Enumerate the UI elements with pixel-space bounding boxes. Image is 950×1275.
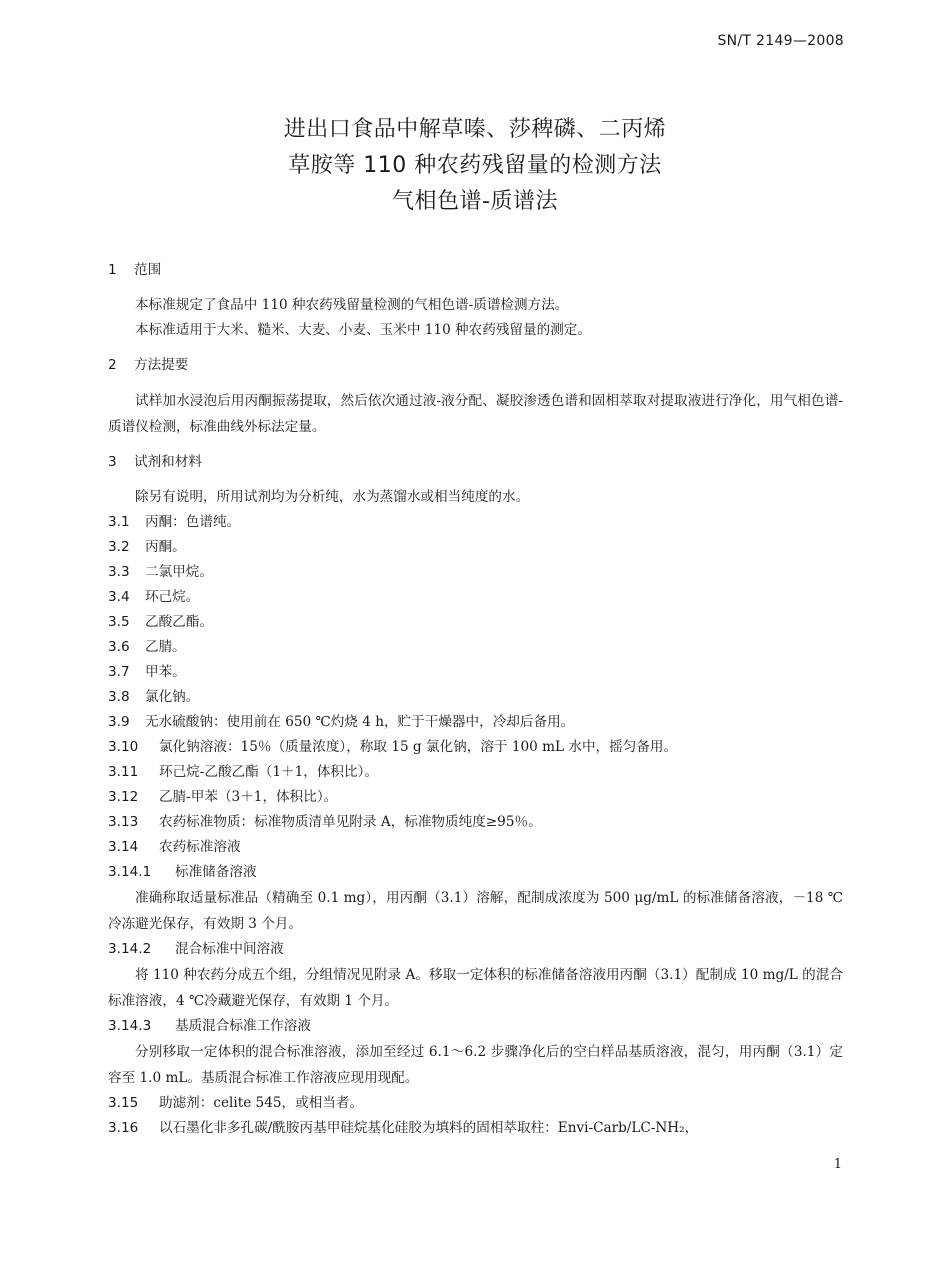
title-line-1: 进出口食品中解草嗪、莎稗磷、二丙烯 [283, 117, 667, 142]
list-item: 3.6 乙腈。 [108, 639, 186, 655]
list-item: 3.4 环己烷。 [108, 589, 200, 605]
section-1-paragraph-2: 本标准适用于大米、糙米、大麦、小麦、玉米中 110 种农药残留量的测定。 [135, 322, 591, 338]
list-item: 3.14 农药标准溶液 [108, 839, 241, 855]
section-number: 2 [108, 357, 117, 373]
section-title: 方法提要 [134, 357, 189, 373]
section-2-paragraph: 试样加水浸泡后用丙酮振荡提取，然后依次通过液-液分配、凝胶渗透色谱和固相萃取对提取液进行净化，用气相色谱-质谱仪检测，标准曲线外标法定量。 [108, 393, 843, 435]
subsection-3-14-2-paragraph: 将 110 种农药分成五个组，分组情况见附录 A。移取一定体积的标准储备溶液用丙酮（3.1）配制成 10 mg/L 的混合标准溶液，4 ℃冷藏避光保存，有效期 1 个月。 [108, 967, 843, 1009]
document-title [0, 112, 950, 220]
list-item: 3.15 助滤剂：celite 545，或相当者。 [108, 1095, 364, 1111]
list-item: 3.12 乙腈-甲苯（3＋1，体积比）。 [108, 789, 338, 805]
subsection-3-14-1-heading: 3.14.1 标准储备溶液 [108, 864, 257, 880]
subsection-3-14-1-paragraph: 准确称取适量标准品（精确至 0.1 mg），用丙酮（3.1）溶解，配制成浓度为 500 μg/mL 的标准储备溶液，－18 ℃冷冻避光保存，有效期 3 个月。 [108, 890, 843, 932]
section-3-heading [108, 450, 843, 475]
list-item: 3.9 无水硫酸钠：使用前在 650 ℃灼烧 4 h，贮于干燥器中，冷却后备用。 [108, 714, 575, 730]
title-line-3: 气相色谱-质谱法 [392, 189, 558, 214]
section-1-heading [108, 258, 843, 283]
section-title: 范围 [134, 262, 162, 278]
list-item: 3.10 氯化钠溶液：15％（质量浓度），称取 15 g 氯化钠，溶于 100 mL 水中，摇匀备用。 [108, 739, 678, 755]
section-2-heading [108, 353, 843, 378]
section-1-paragraph-1: 本标准规定了食品中 110 种农药残留量检测的气相色谱-质谱检测方法。 [135, 297, 569, 313]
section-number: 3 [108, 454, 117, 470]
list-item: 3.8 氯化钠。 [108, 689, 200, 705]
page-number: 1 [833, 1157, 842, 1172]
subsection-3-14-3-paragraph: 分别移取一定体积的混合标准溶液，添加至经过 6.1～6.2 步骤净化后的空白样品基质溶液，混匀，用丙酮（3.1）定容至 1.0 mL。基质混合标准工作溶液应现用现配。 [108, 1044, 843, 1086]
title-line-2: 草胺等 110 种农药残留量的检测方法 [288, 153, 662, 178]
subsection-3-14-3-heading: 3.14.3 基质混合标准工作溶液 [108, 1018, 311, 1034]
subsection-3-14-2-heading: 3.14.2 混合标准中间溶液 [108, 941, 284, 957]
section-3-intro: 除另有说明，所用试剂均为分析纯，水为蒸馏水或相当纯度的水。 [135, 489, 530, 505]
list-item: 3.16 以石墨化非多孔碳/酰胺丙基甲硅烷基化硅胶为填料的固相萃取柱：Envi-Carb/LC-NH₂， [108, 1120, 699, 1136]
list-item: 3.7 甲苯。 [108, 664, 186, 680]
list-item: 3.1 丙酮：色谱纯。 [108, 514, 241, 530]
list-item: 3.2 丙酮。 [108, 539, 186, 555]
list-item: 3.11 环己烷-乙酸乙酯（1＋1，体积比）。 [108, 764, 378, 780]
standard-code: SN/T 2149—2008 [717, 33, 844, 49]
list-item: 3.13 农药标准物质：标准物质清单见附录 A，标准物质纯度≥95％。 [108, 814, 542, 830]
document-body [108, 258, 843, 1141]
list-item: 3.3 二氯甲烷。 [108, 564, 213, 580]
section-number: 1 [108, 262, 117, 278]
section-title: 试剂和材料 [134, 454, 202, 470]
list-item: 3.5 乙酸乙酯。 [108, 614, 213, 630]
